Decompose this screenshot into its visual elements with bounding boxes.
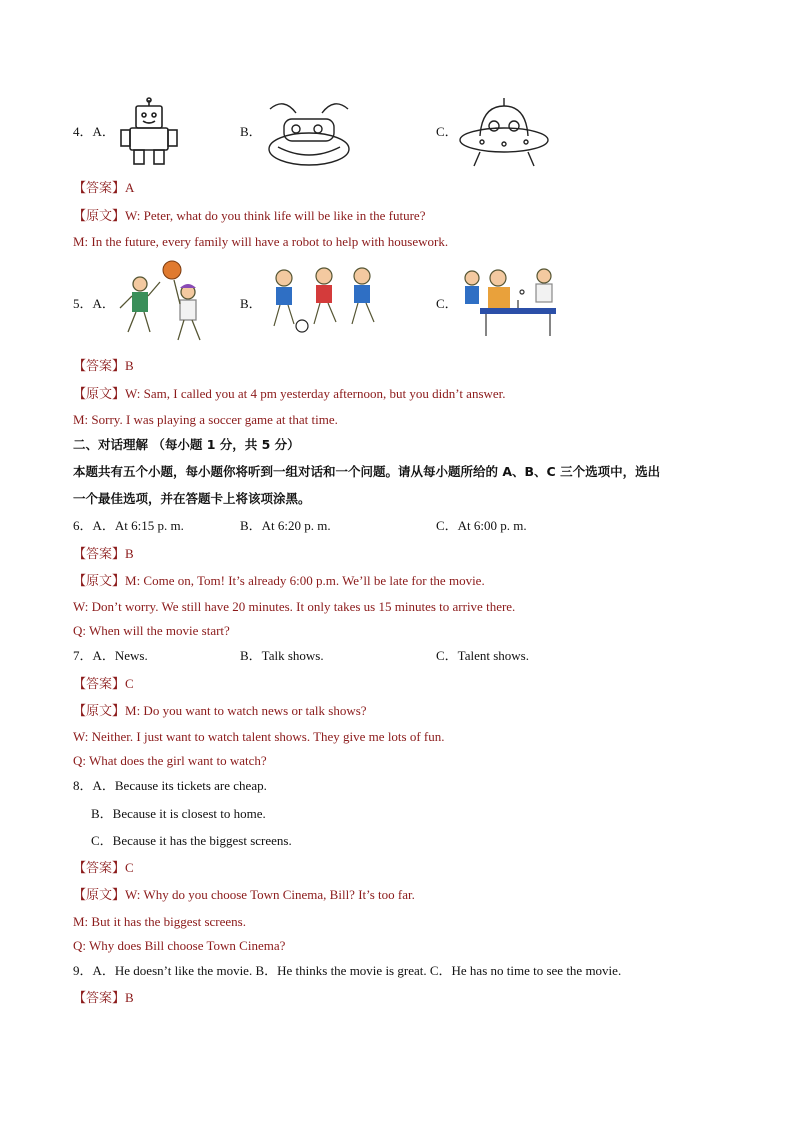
q6-line2: W: Don’t worry. We still have 20 minutes. It only takes us 15 minutes to arrive there.	[73, 599, 516, 614]
flying-car-image	[264, 97, 352, 169]
answer-tag: 【答案】	[73, 990, 126, 1005]
q9-options: 9．A．He doesn’t like the movie. B．He thinks the movie is great. C．He has no time to see the movie.	[73, 963, 622, 978]
q8-option-c: C．Because it has the biggest screens.	[91, 833, 292, 848]
q7-line2: W: Neither. I just want to watch talent shows. They give me lots of fun.	[73, 729, 445, 744]
answer-tag: 【答案】	[73, 676, 126, 691]
section-title: 二、对话理解 （每小题 1 分，共 5 分）	[73, 437, 300, 452]
q6-line3: Q: When will the movie start?	[73, 623, 230, 638]
original-tag: 【原文】	[73, 703, 126, 718]
q7-option-c: C．Talent shows.	[436, 648, 529, 663]
table-tennis-image	[458, 264, 570, 340]
q7-line1: M: Do you want to watch news or talk shows?	[125, 703, 367, 718]
q7-option-a: 7．A．News.	[73, 648, 148, 663]
q7-option-b: B．Talk shows.	[240, 648, 324, 663]
ufo-image	[458, 96, 550, 172]
q7-answer: C	[125, 676, 134, 691]
q5-number: 5．A．	[73, 296, 115, 311]
q6-option-a: 6．A．At 6:15 p. m.	[73, 518, 184, 533]
q4-line2: M: In the future, every family will have a robot to help with housework.	[73, 234, 449, 249]
robot-image	[118, 97, 184, 169]
q6-option-b: B．At 6:20 p. m.	[240, 518, 331, 533]
q4-line1: W: Peter, what do you think life will be like in the future?	[125, 208, 426, 223]
original-tag: 【原文】	[73, 887, 126, 902]
q5-option-c: C．	[436, 296, 458, 311]
answer-tag: 【答案】	[73, 860, 126, 875]
answer-tag: 【答案】	[73, 546, 126, 561]
q5-option-b: B．	[240, 296, 262, 311]
q6-option-c: C．At 6:00 p. m.	[436, 518, 527, 533]
q8-line3: Q: Why does Bill choose Town Cinema?	[73, 938, 286, 953]
answer-tag: 【答案】	[73, 358, 126, 373]
q8-line2: M: But it has the biggest screens.	[73, 914, 246, 929]
basketball-image	[116, 258, 210, 346]
q8-line1: W: Why do you choose Town Cinema, Bill? It’s too far.	[125, 887, 415, 902]
q5-line1: W: Sam, I called you at 4 pm yesterday afternoon, but you didn’t answer.	[125, 386, 506, 401]
original-tag: 【原文】	[73, 573, 126, 588]
q4-number: 4．A．	[73, 124, 115, 139]
q5-line2: M: Sorry. I was playing a soccer game at that time.	[73, 412, 338, 427]
original-tag: 【原文】	[73, 208, 126, 223]
q8-option-a: 8．A．Because its tickets are cheap.	[73, 778, 267, 793]
section-instructions-2: 一个最佳选项，并在答题卡上将该项涂黑。	[73, 491, 311, 506]
section-instructions-1: 本题共有五个小题，每小题你将听到一组对话和一个问题。请从每小题所给的 A、B、C 三个选项中，选出	[73, 464, 661, 479]
q4-answer: A	[125, 180, 135, 195]
q4-option-c: C．	[436, 124, 458, 139]
q8-answer: C	[125, 860, 134, 875]
soccer-image	[264, 264, 388, 336]
q4-option-b: B．	[240, 124, 262, 139]
original-tag: 【原文】	[73, 386, 126, 401]
q6-answer: B	[125, 546, 134, 561]
answer-tag: 【答案】	[73, 180, 126, 195]
q5-answer: B	[125, 358, 134, 373]
q9-answer: B	[125, 990, 134, 1005]
q6-line1: M: Come on, Tom! It’s already 6:00 p.m. We’ll be late for the movie.	[125, 573, 485, 588]
q7-line3: Q: What does the girl want to watch?	[73, 753, 267, 768]
q8-option-b: B．Because it is closest to home.	[91, 806, 266, 821]
